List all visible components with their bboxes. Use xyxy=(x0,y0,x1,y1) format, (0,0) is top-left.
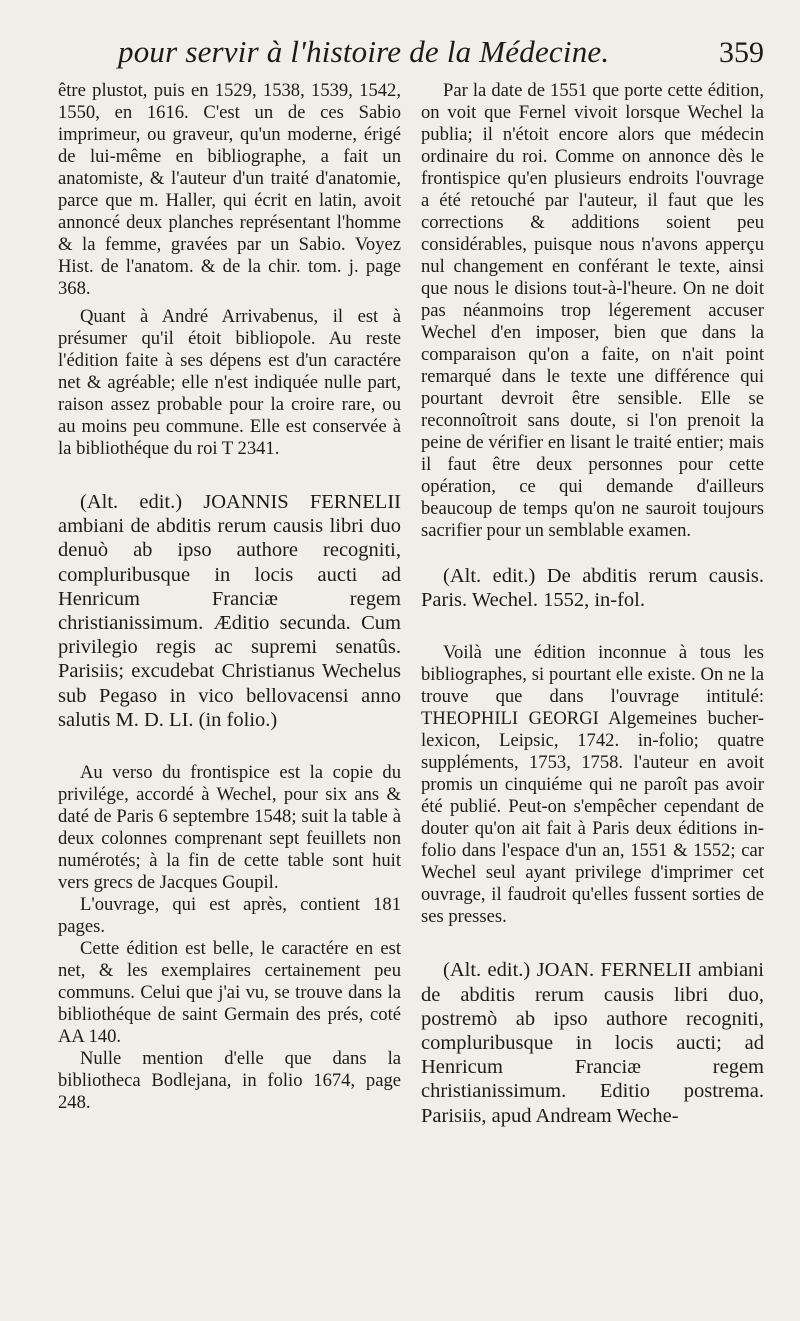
paragraph-text: Nulle mention d'elle que dans la bibliotheca Bodlejana, in folio 1674, page 248. xyxy=(58,1048,401,1114)
paragraph-text: (Alt. edit.) De abditis rerum causis. Paris. Wechel. 1552, in-fol. xyxy=(421,565,764,612)
body-paragraph xyxy=(421,642,764,928)
paragraph-text: Au verso du frontispice est la copie du privilége, accordé à Wechel, pour six ans & daté de Paris 6 septembre 1548; suit la table à deux colonnes comprenant sept feuillets non numérotés; à la fin de cette table sont huit vers grecs de Jacques Goupil. xyxy=(58,762,401,894)
body-paragraph xyxy=(58,1048,401,1114)
body-paragraph xyxy=(58,80,401,300)
body-paragraph xyxy=(58,306,401,460)
paragraph-gap xyxy=(421,612,764,642)
bibliographic-entry xyxy=(421,958,764,1127)
right-column xyxy=(421,80,764,1128)
body-paragraph xyxy=(421,80,764,542)
running-head xyxy=(58,30,764,80)
paragraph-text: être plustot, puis en 1529, 1538, 1539, 1542, 1550, en 1616. C'est un de ces Sabio imprimeur, ou graveur, qu'un moderne, érigé de lui-même en bibliographe, a fait un anatomiste, & l'auteur d'un traité d'anatomie, parce que m. Haller, qui écrit en latin, avoit annoncé deux planches représentant l'homme & la femme, gravées par un Sabio. Voyez Hist. de l'anatom. & de la chir. tom. j. page 368. xyxy=(58,80,401,299)
body-paragraph xyxy=(58,938,401,1048)
paragraph-text: Cette édition est belle, le caractére en est net, & les exemplaires certainement peu communs. Celui que j'ai vu, se trouve dans la bibliothéque de saint Germain des prés, coté AA 140. xyxy=(58,938,401,1048)
paragraph-text: L'ouvrage, qui est après, contient 181 pages. xyxy=(58,894,401,938)
bibliographic-entry xyxy=(421,564,764,612)
bibliographic-entry xyxy=(58,490,401,732)
body-paragraph xyxy=(58,762,401,894)
body-paragraph xyxy=(58,894,401,938)
running-title: pour servir à l'histoire de la Médecine. xyxy=(118,34,610,69)
paragraph-gap xyxy=(58,732,401,762)
text-columns xyxy=(58,80,764,1128)
paragraph-text: Quant à André Arrivabenus, il est à présumer qu'il étoit bibliopole. Au reste l'édition faite à ses dépens est d'un caractére net & agréable; elle n'est indiquée nulle part, raison assez probable pour la croire rare, ou au moins peu commune. Elle est conservée à la bibliothéque du roi T 2341. xyxy=(58,306,401,459)
paragraph-gap xyxy=(421,928,764,958)
left-column xyxy=(58,80,401,1128)
paragraph-text: Par la date de 1551 que porte cette édition, on voit que Fernel vivoit lorsque Wechel la publia; il n'étoit encore alors que médecin ordinaire du roi. Comme on annonce dès le frontispice qu'en plusieurs endroits l'ouvrage a été retouché par l'auteur, il faut que les corrections & additions soient peu considérables, puisque nous n'avons apperçu nul changement en conférant le texte, ainsi que nous le disions tout-à-l'heure. On ne doit pas néanmoins trop légerement accuser Wechel d'en imposer, bien que dans la comparaison qu'on a faite, on n'ait point remarqué dans le texte une différence qui pourtant devroit être sensible. Elle se reconnoîtroit sans doute, si l'on prenoit la peine de vérifier en lisant le traité entier; mais il faut être deux personnes pour cette opération, ce qui demande d'ailleurs beaucoup de temps qu'on ne sauroit toujours sacrifier pour un semblable examen. xyxy=(421,80,764,541)
page-number: 359 xyxy=(719,36,764,69)
paragraph-gap xyxy=(421,542,764,564)
paragraph-text: (Alt. edit.) JOAN. FERNELII ambiani de abditis rerum causis libri duo, postremò ab ipso authore recogniti, compluribusque in locis aucti; ad Henricum Franciæ regem christianissimum. Editio postrema. Parisiis, apud Andream Weche- xyxy=(421,959,764,1127)
paragraph-text: (Alt. edit.) JOANNIS FERNELII ambiani de abditis rerum causis libri duo denuò ab ipso authore recogniti, compluribusque in locis aucti ad Henricum Franciæ regem christianissimum. Æditio secunda. Cum privilegio regis ac supremi senatûs. Parisiis; excudebat Christianus Wechelus sub Pegaso in vico bellovacensi anno salutis M. D. LI. (in folio.) xyxy=(58,491,401,731)
paragraph-text: Voilà une édition inconnue à tous les bibliographes, si pourtant elle existe. On ne la trouve que dans l'ouvrage intitulé: THEOPHILI GEORGI Algemeines bucher-lexicon, Leipsic, 1742. in-folio; quatre suppléments, 1753, 1758. l'auteur en avoit promis un cinquiéme qui ne paroît pas avoir été publié. Peut-on s'empêcher cependant de douter qu'on ait fait à Paris deux éditions in-folio dans l'espace d'un an, 1551 & 1552; car Wechel seul ayant privilege d'imprimer cet ouvrage, il faudroit qu'elles fussent sorties de ses presses. xyxy=(421,642,764,928)
paragraph-gap xyxy=(58,460,401,490)
